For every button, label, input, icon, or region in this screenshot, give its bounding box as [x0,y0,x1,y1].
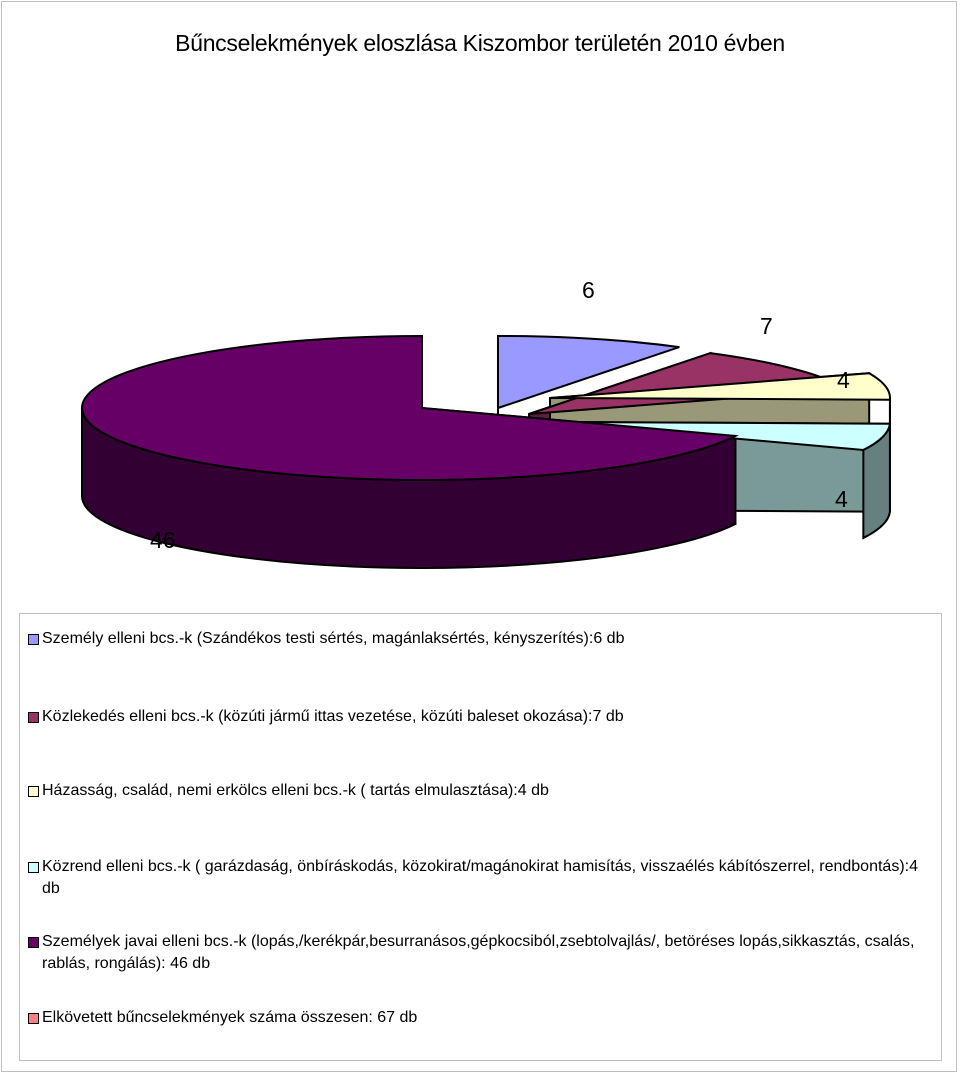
legend-item-hazassag-csalad [28,780,933,802]
data-label-slice-1: 6 [582,277,595,303]
chart-title: Bűncselekmények eloszlása Kiszombor területén 2010 évben [175,30,785,56]
legend-label: Személyek javai elleni bcs.-k (lopás,/kerékpár,besurranásos,gépkocsiból,zsebtolvajlás/, betöréses lopás,sikkasztás, csalás, rablás, rongálás): 46 db [42,933,915,972]
legend-swatch [28,1013,39,1024]
legend-swatch [28,634,39,645]
legend-label: Közlekedés elleni bcs.-k (közúti jármű ittas vezetése, közúti baleset okozása):7 db [42,708,624,725]
legend-item-kozlekedes-elleni [28,706,933,728]
legend-item-vagyon-elleni [28,931,933,975]
data-label-slice-5: 46 [150,527,176,553]
data-label-slice-2: 7 [760,313,773,339]
legend-item-osszesen [28,1007,933,1029]
legend-swatch [28,937,39,948]
legend-swatch [28,712,39,723]
data-label-slice-4: 4 [835,486,848,512]
legend-label: Személy elleni bcs.-k (Szándékos testi sértés, magánlaksértés, kényszerítés):6 db [42,630,625,647]
legend-swatch [28,786,39,797]
legend-item-szemely-elleni [28,628,933,650]
legend-label: Elkövetett bűncselekmények száma összesen: 67 db [42,1009,418,1026]
data-label-slice-3: 4 [837,367,850,393]
legend-item-kozrend-elleni [28,856,933,900]
legend-label: Házasság, család, nemi erkölcs elleni bcs.-k ( tartás elmulasztása):4 db [42,782,549,799]
legend-swatch [28,862,39,873]
legend-label: Közrend elleni bcs.-k ( garázdaság, önbíráskodás, közokirat/magánokirat hamisítás, visszaélés kábítószerrel, rendbontás):4 db [42,858,918,897]
legend [19,613,942,1061]
